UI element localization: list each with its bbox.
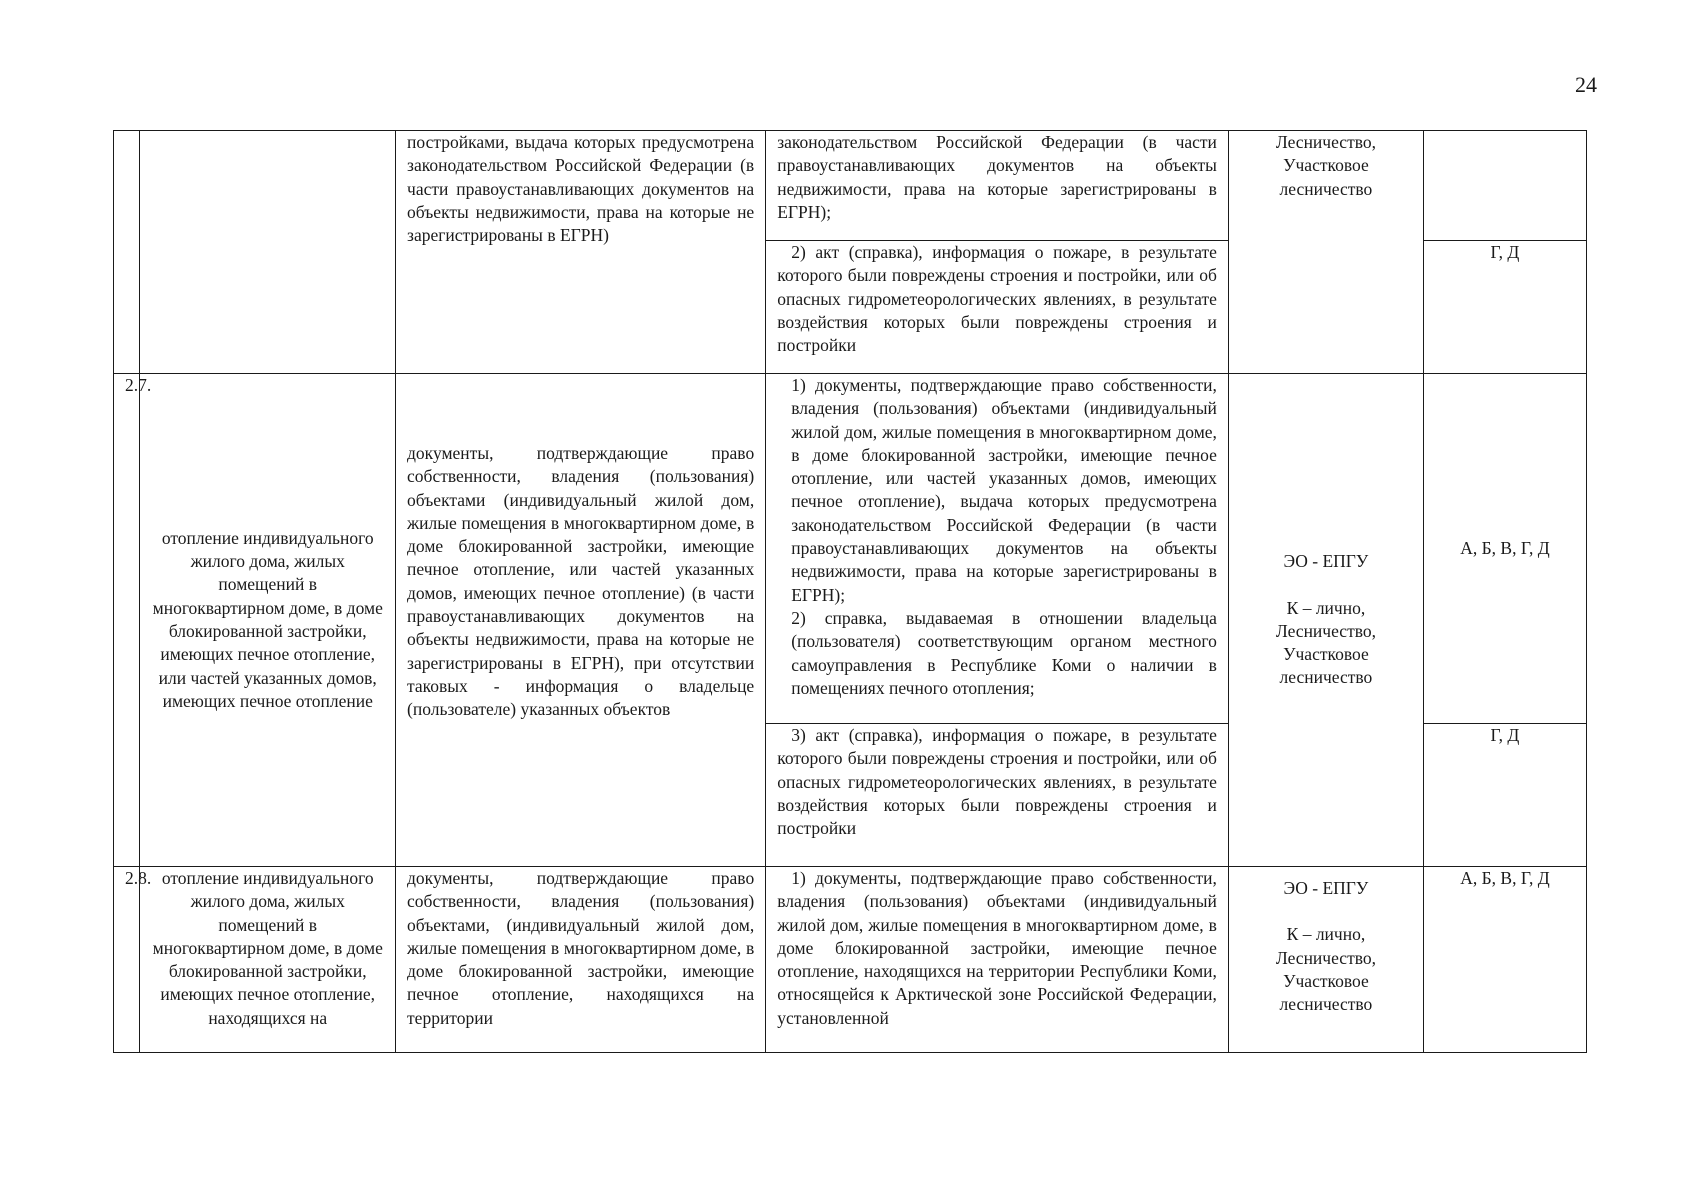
row-name-cell bbox=[140, 131, 396, 374]
requirements-table bbox=[113, 130, 1587, 1053]
category-cell: А, Б, В, Г, Д bbox=[1423, 374, 1586, 724]
submission-place-cell: ЭО - ЕПГУ К – лично, Лесничество, Участковое лесничество bbox=[1228, 374, 1423, 867]
list-item: 1) документы, подтверждающие право собственности, владения (пользования) объектами (индивидуальный жилой дом, жилые помещения в многоквартирном доме, в доме блокированной застройки, имеющие печное отопление, или частей указанных домов, имеющих печное отопление), выдача которых предусмотрена законодательством Российской Федерации (в части правоустанавливающих документов на объекты недвижимости, права на которые зарегистрированы в ЕГРН); 2) справка, выдаваемая в отношении владельца (пользователя) соответствующим органом местного самоуправления в Республике Коми о наличии в помещениях печного отопления; bbox=[766, 374, 1229, 724]
list-item: 3) акт (справка), информация о пожаре, в результате которого были повреждены строения и постройки, или об опасных гидрометеорологических явлениях, в результате воздействия которых были повреждены строения и постройки bbox=[766, 724, 1229, 867]
submission-place-cell: Лесничество, Участковое лесничество bbox=[1228, 131, 1423, 374]
documents-cell: документы, подтверждающие право собственности, владения (пользования) объектами (индивидуальный жилой дом, жилые помещения в многоквартирном доме, в доме блокированной застройки, имеющие печное отопление, или частей указанных домов, имеющих печное отопление) (в части правоустанавливающих документов на объекты недвижимости, права на которые не зарегистрированы в ЕГРН), при отсутствии таковых - информация о владельце (пользователе) указанных объектов bbox=[396, 374, 766, 867]
table-row bbox=[114, 374, 1587, 724]
list-item: 2) акт (справка), информация о пожаре, в результате которого были повреждены строения и постройки, или об опасных гидрометеорологических явлениях, в результате воздействия которых были повреждены строения и постройки bbox=[766, 241, 1229, 374]
row-number-cell bbox=[114, 131, 140, 374]
row-name-cell: отопление индивидуального жилого дома, жилых помещений в многоквартирном доме, в доме блокированной застройки, имеющих печное отопление, или частей указанных домов, имеющих печное отопление bbox=[140, 374, 396, 867]
table-row bbox=[114, 867, 1587, 1053]
list-item: 1) документы, подтверждающие право собственности, владения (пользования) объектами (индивидуальный жилой дом, жилые помещения в многоквартирном доме, в доме блокированной застройки, имеющие печное отопление, находящихся на территории Республики Коми, относящейся к Арктической зоне Российской Федерации, установленной bbox=[766, 867, 1229, 1053]
documents-cell: документы, подтверждающие право собственности, владения (пользования) объектами, (индивидуальный жилой дом, жилые помещения в многоквартирном доме, в доме блокированной застройки, имеющие печное отопление, находящихся на территории bbox=[396, 867, 766, 1053]
row-number-cell: 2.7. bbox=[114, 374, 140, 867]
category-cell: Г, Д bbox=[1423, 241, 1586, 374]
category-cell bbox=[1423, 131, 1586, 241]
row-name-cell: отопление индивидуального жилого дома, жилых помещений в многоквартирном доме, в доме блокированной застройки, имеющих печное отопление, находящихся на bbox=[140, 867, 396, 1053]
category-cell: А, Б, В, Г, Д bbox=[1423, 867, 1586, 1053]
category-cell: Г, Д bbox=[1423, 724, 1586, 867]
table-row bbox=[114, 131, 1587, 241]
page-number: 24 bbox=[1575, 72, 1597, 97]
documents-cell: постройками, выдача которых предусмотрена законодательством Российской Федерации (в части правоустанавливающих документов на объекты недвижимости, права на которые не зарегистрированы в ЕГРН) bbox=[396, 131, 766, 374]
row-number-cell: 2.8. bbox=[114, 867, 140, 1053]
submission-place-cell: ЭО - ЕПГУ К – лично, Лесничество, Участковое лесничество bbox=[1228, 867, 1423, 1053]
list-item: законодательством Российской Федерации (в части правоустанавливающих документов на объекты недвижимости, права на которые зарегистрированы в ЕГРН); bbox=[766, 131, 1229, 241]
